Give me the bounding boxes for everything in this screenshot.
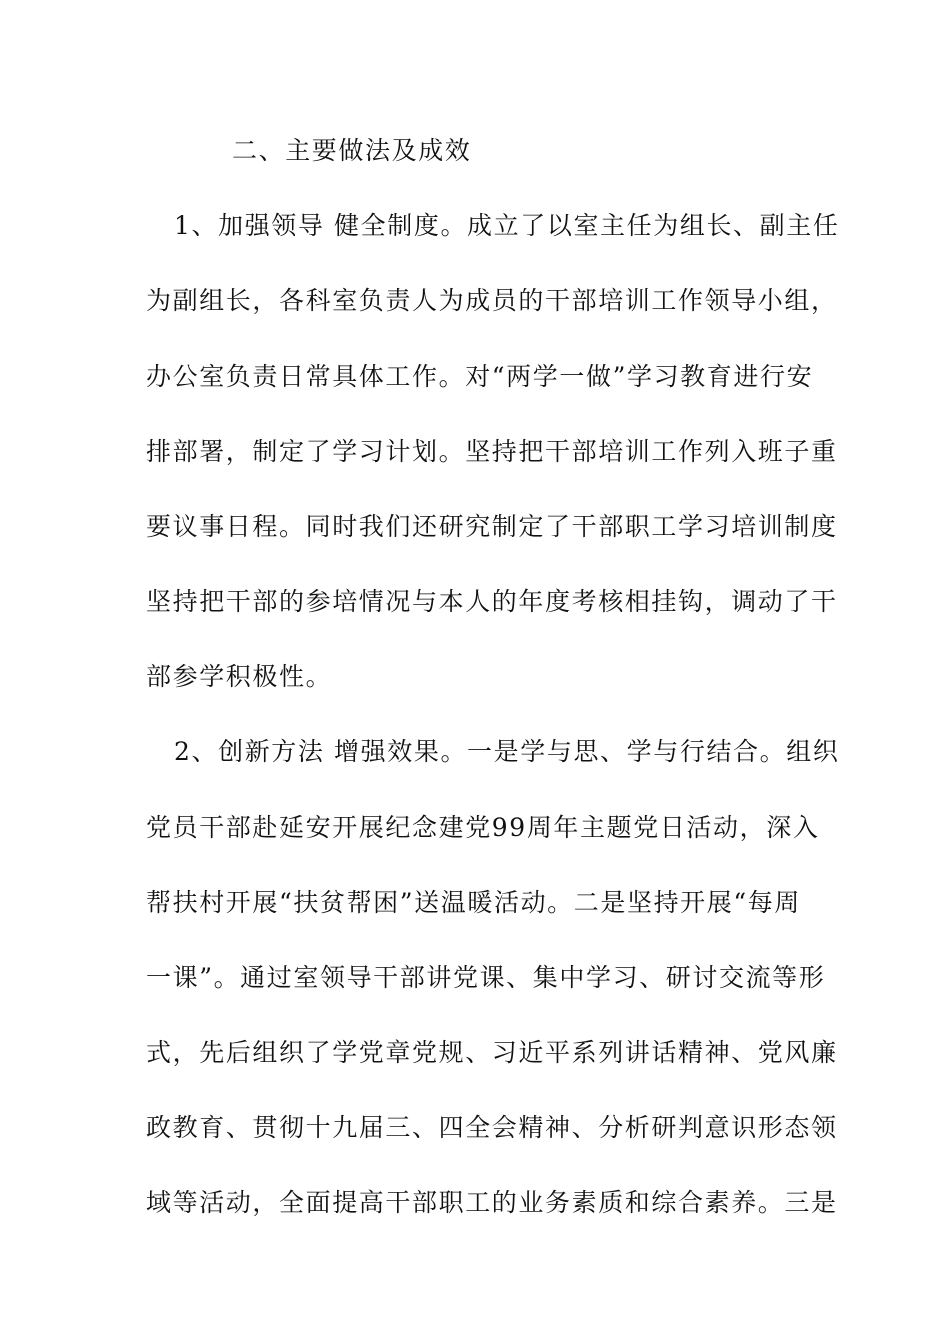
paragraph-2-line-4: 一课”。通过室领导干部讲党课、集中学习、研讨交流等形 bbox=[146, 963, 826, 992]
paragraph-1-line-7: 部参学积极性。 bbox=[146, 662, 333, 691]
paragraph-2-line-6: 政教育、贯彻十九届三、四全会精神、分析研判意识形态领 bbox=[146, 1113, 838, 1142]
paragraph-2-line-3: 帮扶村开展“扶贫帮困”送温暖活动。二是坚持开展“每周 bbox=[146, 888, 801, 917]
paragraph-1-line-3: 办公室负责日常具体工作。对“两学一做”学习教育进行安 bbox=[146, 362, 814, 391]
paragraph-2-line-1: 2、创新方法 增强效果。一是学与思、学与行结合。组织 bbox=[174, 737, 840, 766]
paragraph-1-line-2: 为副组长，各科室负责人为成员的干部培训工作领导小组， bbox=[146, 286, 838, 315]
section-heading: 二、主要做法及成效 bbox=[232, 136, 472, 165]
paragraph-1-line-4: 排部署，制定了学习计划。坚持把干部培训工作列入班子重 bbox=[146, 437, 838, 466]
paragraph-1-line-6: 坚持把干部的参培情况与本人的年度考核相挂钩，调动了干 bbox=[146, 587, 838, 616]
paragraph-2-line-7: 域等活动，全面提高干部职工的业务素质和综合素养。三是 bbox=[146, 1188, 838, 1217]
paragraph-1-line-5: 要议事日程。同时我们还研究制定了干部职工学习培训制度 bbox=[146, 512, 838, 541]
paragraph-1-line-1: 1、加强领导 健全制度。成立了以室主任为组长、副主任 bbox=[174, 211, 840, 240]
paragraph-2-line-5: 式，先后组织了学党章党规、习近平系列讲话精神、党风廉 bbox=[146, 1038, 838, 1067]
paragraph-2-line-2: 党员干部赴延安开展纪念建党99周年主题党日活动，深入 bbox=[146, 813, 820, 842]
